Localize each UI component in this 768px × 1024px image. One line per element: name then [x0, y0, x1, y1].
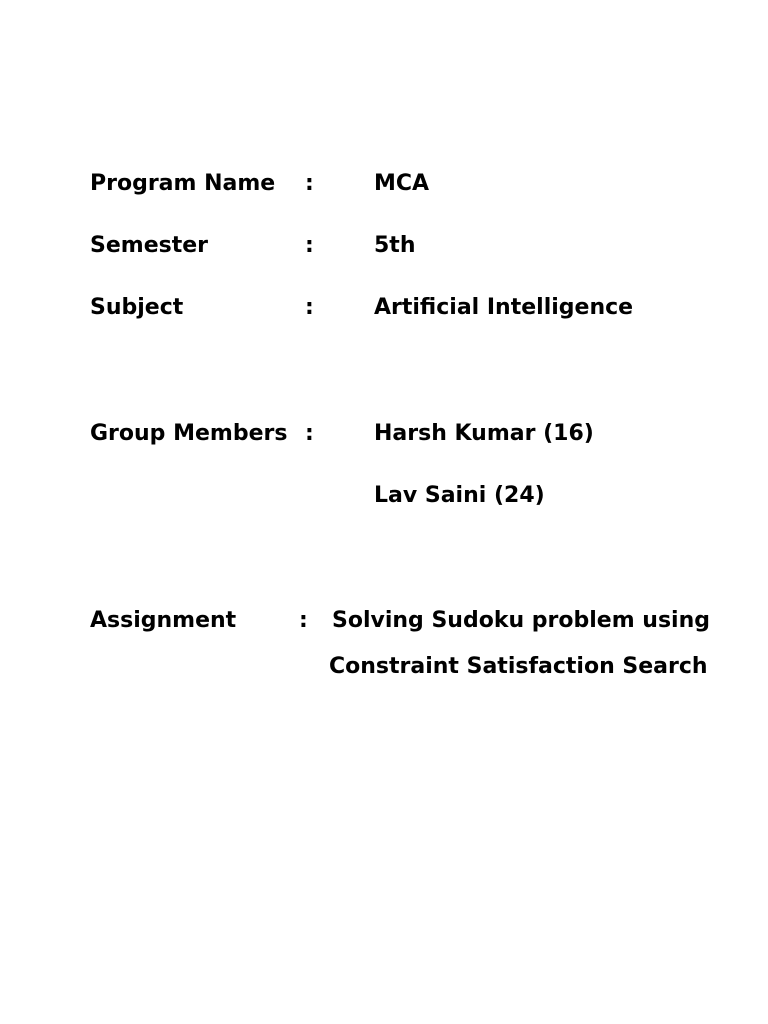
program-name-value: MCA [374, 171, 430, 196]
assignment-title-line-1: Solving Sudoku problem using [332, 608, 710, 633]
group-member-2: Lav Saini (24) [374, 483, 545, 508]
semester-value: 5th [374, 233, 416, 258]
semester-colon: : [305, 233, 314, 258]
program-name-colon: : [305, 171, 314, 196]
subject-label: Subject [90, 295, 184, 320]
subject-colon: : [305, 295, 314, 320]
group-member-1: Harsh Kumar (16) [374, 421, 594, 446]
assignment-label: Assignment [90, 608, 237, 633]
assignment-title-line-2: Constraint Satisfaction Search [329, 654, 708, 679]
group-members-colon: : [305, 421, 314, 446]
subject-value: Artificial Intelligence [374, 295, 634, 320]
semester-label: Semester [90, 233, 208, 258]
assignment-colon: : [299, 608, 308, 633]
group-members-label: Group Members [90, 421, 288, 446]
program-name-label: Program Name [90, 171, 276, 196]
